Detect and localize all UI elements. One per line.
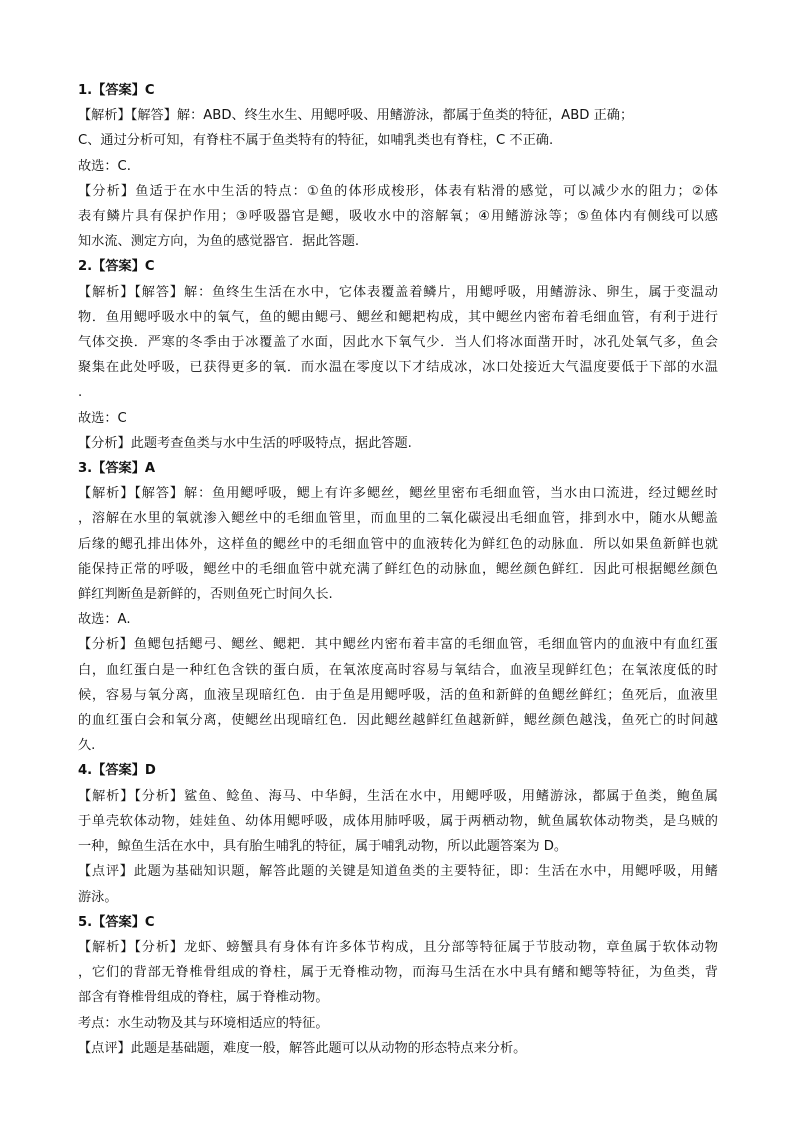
text-line: 考点：水生动物及其与环境相适应的特征。 bbox=[78, 1015, 329, 1031]
text-line: 【解析】【解答】解：鱼用鳃呼吸，鳃上有许多鳃丝，鳃丝里密布毛细血管，当水由口流进，经过鳃丝时 bbox=[78, 486, 718, 502]
question-1-block bbox=[78, 78, 718, 254]
text-line: 故选：C bbox=[78, 410, 127, 426]
text-line: 【解析】【分析】龙虾、螃蟹具有身体有许多体节构成，且分部等特征属于节肢动物，章鱼属于软体动物 bbox=[78, 939, 718, 955]
text-line: 后缘的鳃孔排出体外，这样鱼的鳃丝中的毛细血管中的血液转化为鲜红色的动脉血．所以如果鱼新鲜也就 bbox=[78, 536, 718, 552]
text-line: 久. bbox=[78, 738, 96, 754]
text-line: 【解析】【解答】解：鱼终生生活在水中，它体表覆盖着鳞片，用鳃呼吸，用鳍游泳、卵生，属于变温动 bbox=[78, 284, 718, 300]
text-line: C、通过分析可知，有脊柱不属于鱼类特有的特征，如哺乳类也有脊柱，C 不正确. bbox=[78, 133, 554, 149]
question-3-block bbox=[78, 456, 718, 758]
text-line: 能保持正常的呼吸，鳃丝中的毛细血管中就充满了鲜红色的动脉血，鳃丝颜色鲜红．因此可根据鳃丝颜色 bbox=[78, 561, 718, 577]
answer-explanations bbox=[78, 78, 718, 1061]
answer-heading: 2.【答案】C bbox=[78, 259, 155, 275]
text-line: 【分析】此题考查鱼类与水中生活的呼吸特点，据此答题. bbox=[78, 435, 412, 451]
text-line: 物．鱼用鳃呼吸水中的氧气，鱼的鳃由鳃弓、鳃丝和鳃耙构成，其中鳃丝内密布着毛细血管，有利于进行 bbox=[78, 309, 718, 325]
text-line: 部含有脊椎骨组成的脊柱，属于脊椎动物。 bbox=[78, 990, 329, 1006]
text-line: 【解析】【分析】鲨鱼、鲶鱼、海马、中华鲟，生活在水中，用鳃呼吸，用鳍游泳，都属于鱼类，鲍鱼属 bbox=[78, 788, 718, 804]
text-line: 游泳。 bbox=[78, 889, 118, 905]
question-5-block bbox=[78, 910, 718, 1061]
question-2-block bbox=[78, 254, 718, 456]
text-line: 表有鳞片具有保护作用；③呼吸器官是鳃，吸收水中的溶解氧；④用鳍游泳等；⑤鱼体内有侧线可以感 bbox=[78, 209, 718, 225]
text-line: 知水流、测定方向，为鱼的感觉器官．据此答题. bbox=[78, 234, 360, 250]
text-line: 【点评】此题为基础知识题，解答此题的关键是知道鱼类的主要特征，即：生活在水中，用鳃呼吸，用鳍 bbox=[78, 864, 718, 880]
text-line: 【分析】鱼鳃包括鳃弓、鳃丝、鳃耙．其中鳃丝内密布着丰富的毛细血管，毛细血管内的血液中有血红蛋 bbox=[78, 637, 718, 653]
text-line: 【解析】【解答】解：ABD、终生水生、用鳃呼吸、用鳍游泳，都属于鱼类的特征，ABD 正确； bbox=[78, 108, 634, 124]
text-line: 故选：C. bbox=[78, 158, 131, 174]
text-line: 鲜红判断鱼是新鲜的，否则鱼死亡时间久长. bbox=[78, 587, 333, 603]
answer-heading: 5.【答案】C bbox=[78, 914, 155, 930]
text-line: 【点评】此题是基础题，难度一般，解答此题可以从动物的形态特点来分析。 bbox=[78, 1040, 527, 1056]
text-line: 于单壳软体动物，娃娃鱼、幼体用鳃呼吸，成体用肺呼吸，属于两栖动物，鱿鱼属软体动物类，是乌贼的 bbox=[78, 813, 718, 829]
answer-heading: 4.【答案】D bbox=[78, 763, 156, 779]
question-4-block bbox=[78, 758, 718, 909]
text-line: 候，容易与氧分离，血液呈现暗红色．由于鱼是用鳃呼吸，活的鱼和新鲜的鱼鳃丝鲜红；鱼死后，血液里 bbox=[78, 687, 718, 703]
text-line: ，它们的背部无脊椎骨组成的脊柱，属于无脊椎动物，而海马生活在水中具有鳍和鳃等特征，为鱼类，背 bbox=[78, 965, 718, 981]
text-line: . bbox=[78, 385, 83, 401]
answer-heading: 3.【答案】A bbox=[78, 461, 156, 477]
text-line: 聚集在此处呼吸，已获得更多的氧．而水温在零度以下才结成冰，冰口处接近大气温度要低于下部的水温 bbox=[78, 360, 718, 376]
text-line: 白，血红蛋白是一种红色含铁的蛋白质，在氧浓度高时容易与氧结合，血液呈现鲜红色；在氧浓度低的时 bbox=[78, 662, 718, 678]
text-line: 【分析】鱼适于在水中生活的特点：①鱼的体形成梭形，体表有粘滑的感觉，可以减少水的阻力；②体 bbox=[78, 183, 718, 199]
text-line: 一种，鲸鱼生活在水中，具有胎生哺乳的特征，属于哺乳动物，所以此题答案为 D。 bbox=[78, 839, 568, 855]
answer-heading: 1.【答案】C bbox=[78, 83, 155, 98]
text-line: ，溶解在水里的氧就渗入鳃丝中的毛细血管里，而血里的二氧化碳浸出毛细血管，排到水中，随水从鳃盖 bbox=[78, 511, 718, 527]
text-line: 气体交换．严寒的冬季由于冰覆盖了水面，因此水下氧气少．当人们将冰面凿开时，冰孔处氧气多，鱼会 bbox=[78, 335, 718, 351]
text-line: 故选：A. bbox=[78, 612, 131, 628]
text-line: 的血红蛋白会和氧分离，使鳃丝出现暗红色．因此鳃丝越鲜红鱼越新鲜，鳃丝颜色越浅，鱼死亡的时间越 bbox=[78, 713, 718, 729]
